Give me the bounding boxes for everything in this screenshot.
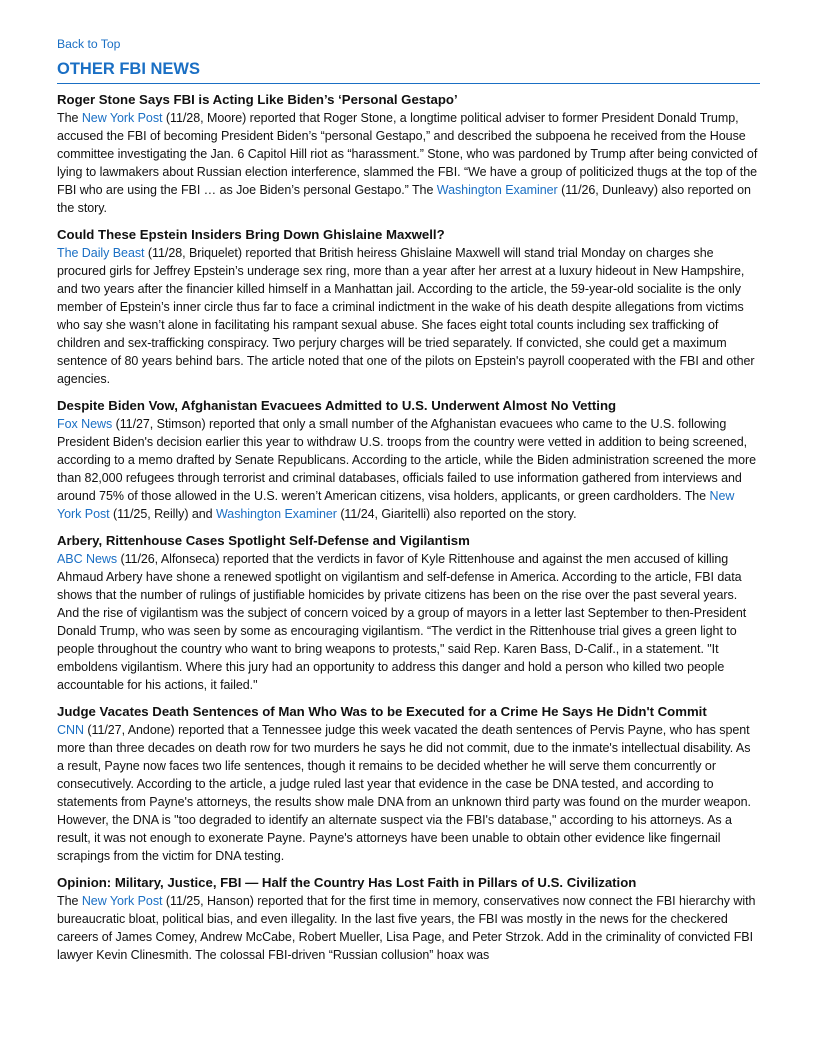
- source-link[interactable]: CNN: [57, 723, 84, 737]
- article-text: (11/28, Moore) reported that Roger Stone, a longtime political adviser to former President Donald Trump, accused the FBI of becoming President Biden’s “personal Gestapo,” and described the subpoena he received from the House committee investigating the Jan. 6 Capitol Hill riot as “harassment.” Stone, who was pardoned by Trump after being convicted of lying to lawmakers about Russian election interference, slammed the FBI. “We have a group of politicized thugs at the top of the FBI who are using the FBI … as Joe Biden’s personal Gestapo.” The: [57, 111, 758, 197]
- article-headline: Despite Biden Vow, Afghanistan Evacuees Admitted to U.S. Underwent Almost No Vetting: [57, 398, 617, 413]
- article-text: (11/25, Reilly) and: [109, 507, 217, 521]
- article-item: [57, 532, 760, 694]
- article-headline: Opinion: Military, Justice, FBI — Half the Country Has Lost Faith in Pillars of U.S. Civilization: [57, 875, 637, 890]
- source-link[interactable]: Washington Examiner: [436, 183, 558, 197]
- source-link[interactable]: Fox News: [57, 417, 113, 431]
- back-to-top-link[interactable]: Back to Top: [57, 37, 121, 51]
- source-link[interactable]: New York Post: [81, 894, 163, 908]
- article-body: [57, 892, 760, 964]
- source-link[interactable]: ABC News: [57, 552, 118, 566]
- article-item: [57, 91, 760, 217]
- article-item: [57, 397, 760, 523]
- source-link[interactable]: The Daily Beast: [57, 246, 145, 260]
- source-link[interactable]: New York Post: [81, 111, 163, 125]
- article-body: [57, 415, 760, 523]
- article-text: (11/27, Andone) reported that a Tennessee judge this week vacated the death sentences of Pervis Payne, who has spent more than three decades on death row for two murders he says he did not commit, due to the inmate's intellectual disability. As a result, Payne now faces two life sentences, though it remains to be decided whether he will serve them concurrently or consecutively. According to the article, a judge ruled last year that evidence in the case be DNA tested, and according to statements from Payne's attorneys, the results show male DNA from an unknown third party was found on the murder weapon. However, the DNA is "too degraded to identify an alternate suspect via the FBI's database," according to his attorneys. As a result, it was not enough to exonerate Payne. Payne's attorneys have been unable to obtain other evidence like fingernail scrapings from the victim for DNA testing.: [57, 723, 751, 863]
- article-list: [57, 91, 760, 964]
- article-text: The: [57, 894, 82, 908]
- article-body: [57, 109, 760, 217]
- article-text: (11/28, Briquelet) reported that British heiress Ghislaine Maxwell will stand trial Monday on charges she procured girls for Jeffrey Epstein’s underage sex ring, more than a year after her arrest at a luxury hideout in New Hampshire, and two years after the financier killed himself in a Manhattan jail. According to the article, the 59-year-old socialite is the only member of Epstein’s inner circle thus far to face a criminal indictment in the wake of his death despite allegations from victims who say she wasn’t alone in facilitating his rampant sexual abuse. She faces eight total counts including sex trafficking of children and sex-trafficking conspiracy. Two perjury charges will be tried separately. If convicted, she could get a maximum sentence of 80 years behind bars. The article noted that one of the pilots on Epstein's payroll cooperated with the FBI and other agencies.: [57, 246, 755, 386]
- article-headline: Arbery, Rittenhouse Cases Spotlight Self-Defense and Vigilantism: [57, 533, 470, 548]
- article-item: [57, 703, 760, 865]
- section-title: OTHER FBI NEWS: [57, 58, 760, 84]
- article-body: [57, 550, 760, 694]
- article-headline: Could These Epstein Insiders Bring Down Ghislaine Maxwell?: [57, 227, 445, 242]
- source-link[interactable]: New York Post: [57, 489, 735, 521]
- article-item: [57, 226, 760, 388]
- article-text: (11/26, Alfonseca) reported that the verdicts in favor of Kyle Rittenhouse and against the men accused of killing Ahmaud Arbery have shone a renewed spotlight on vigilantism and self-defense in America. According to the article, FBI data shows that the number of rulings of justifiable homicides by private citizens has been on the rise over the past several years. And the rise of vigilantism was the subject of concern voiced by a group of mayors in a letter last September to then-President Donald Trump, who was seen by some as encouraging vigilantism. “The verdict in the Rittenhouse trial gives a green light to people throughout the country who want to bring weapons to protests," said Rep. Karen Bass, D-Calif., in a statement. "It emboldens vigilantism. Where this jury had an opportunity to address this danger and hold a person who killed two people accountable for his actions, it failed.": [57, 552, 747, 692]
- article-text: (11/26, Dunleavy) also reported on the story.: [57, 183, 751, 215]
- article-text: (11/27, Stimson) reported that only a small number of the Afghanistan evacuees who came to the U.S. following President Biden's decision earlier this year to withdraw U.S. troops from the country were vetted in addition to being screened, according to a memo drafted by Senate Republicans. According to the article, while the Biden administration screened the more than 82,000 refugees through terrorist and criminal databases, officials failed to use information gathered from interviews and around 75% of those allowed in the U.S. weren’t American citizens, visa holders, applicants, or green cardholders. The: [57, 417, 757, 503]
- page-content: [57, 35, 760, 964]
- article-headline: Roger Stone Says FBI is Acting Like Biden’s ‘Personal Gestapo’: [57, 92, 458, 107]
- article-text: The: [57, 111, 82, 125]
- article-body: [57, 721, 760, 865]
- article-headline: Judge Vacates Death Sentences of Man Who Was to be Executed for a Crime He Says He Didn't Commit: [57, 704, 707, 719]
- article-text: (11/25, Hanson) reported that for the first time in memory, conservatives now connect the FBI hierarchy with bureaucratic bloat, political bias, and even illegality. In the last five years, the FBI was mostly in the news for the checkered careers of James Comey, Andrew McCabe, Robert Mueller, Lisa Page, and Peter Strzok. Add in the criminality of convicted FBI lawyer Kevin Clinesmith. The colossal FBI-driven “Russian collusion” hoax was: [57, 894, 756, 962]
- article-text: (11/24, Giaritelli) also reported on the story.: [336, 507, 577, 521]
- source-link[interactable]: Washington Examiner: [216, 507, 337, 521]
- article-item: [57, 874, 760, 964]
- article-body: [57, 244, 760, 388]
